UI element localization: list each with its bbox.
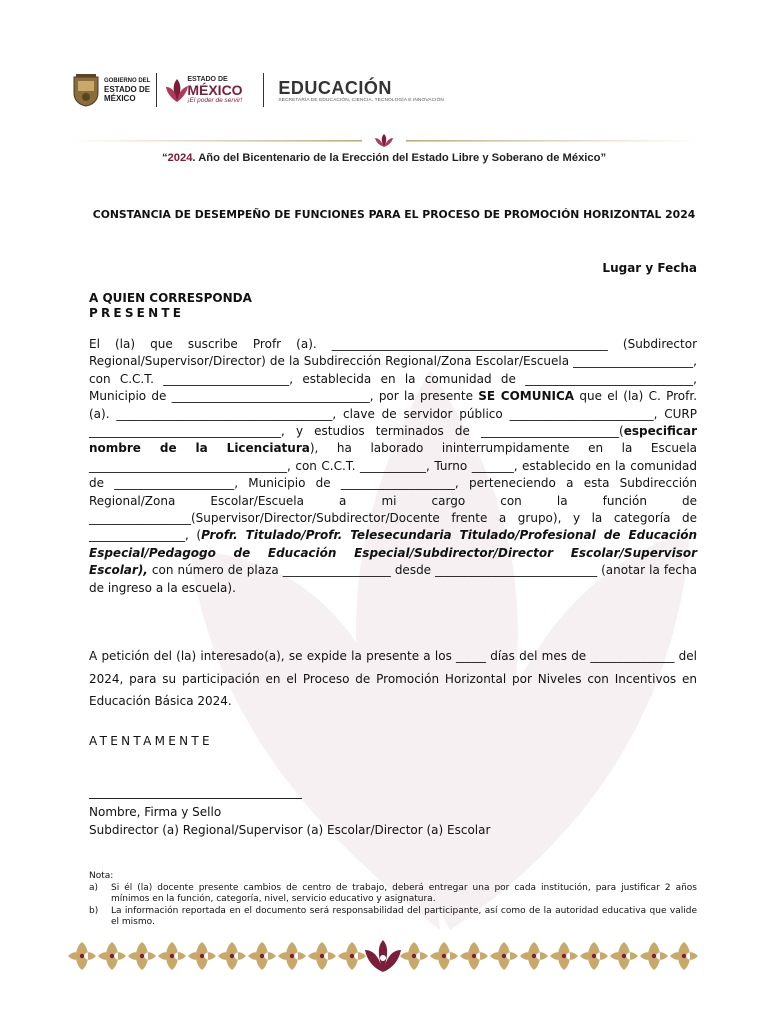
petition-paragraph: A petición del (la) interesado(a), se expide la presente a los _____ días del mes de ______________ del 2024, para su participación en el Proceso de Promoción Horizontal por Niveles con Incentivos en Educación Básica 2024. — [89, 649, 697, 708]
note-text: La información reportada en el documento será responsabilidad del participante, así como de la autoridad educativa que valide el mismo. — [111, 905, 697, 927]
document-title: CONSTANCIA DE DESEMPEÑO DE FUNCIONES PARA EL PROCESO DE PROMOCIÓN HORIZONTAL 2024 — [92, 208, 696, 221]
ornament-dot — [80, 954, 84, 958]
edomex-slogan: ¡El poder de servir! — [187, 97, 243, 104]
ornament-dot — [290, 954, 294, 958]
notes-title: Nota: — [89, 871, 114, 881]
ornament-dot — [592, 954, 596, 958]
note-item — [89, 906, 697, 929]
body-se-comunica: SE COMUNICA — [478, 389, 575, 404]
ornament-divider — [66, 133, 702, 149]
ornament-dot — [350, 954, 354, 958]
closing-atentamente: ATENTAMENTE — [89, 734, 213, 748]
ornament-dot — [110, 954, 114, 958]
ornament-dot — [622, 954, 626, 958]
certificate-body — [89, 336, 697, 597]
ornament-dot — [200, 954, 204, 958]
ornament-dot — [562, 954, 566, 958]
ornament-dot — [442, 954, 446, 958]
note-text: Si él (la) docente presente cambios de centro de trabajo, deberá entregar una por cada institución, para justificar 2 años mínimos en la función, categoría, nivel, servicio educativo y asignatura. — [111, 882, 697, 904]
body-part2: que el (la) C. Profr. (a). ____________________________________, clave de servidor público ________________________, CURP ________________________________, y estudios terminados de _______________________( — [89, 389, 698, 439]
body-categories: Profr. Titulado/Profr. Telesecundaria Titulado/Profesional de Educación Especial/Pedagogo de Educación Especial/Subdirector/Director Escolar/Supervisor Escolar), — [89, 528, 698, 578]
body-part1: El (la) que suscribe Profr (a). ______________________________________________ (Subdirector Regional/Supervisor/Director) de la Subdirección Regional/Zona Escolar/Escuela ____________________, con C.C.T. _____________________, establecida en la comunidad de ____________________________, Municipio de _________________________________, por la presente — [89, 337, 697, 404]
ornament-dot — [472, 954, 476, 958]
education-title: EDUCACIÓN — [278, 77, 392, 98]
ornament-dot — [230, 954, 234, 958]
recipient-line2: PRESENTE — [89, 306, 185, 320]
gobierno-line3: MÉXICO — [104, 93, 136, 103]
ornament-dot — [682, 954, 686, 958]
ornament-dot — [260, 954, 264, 958]
year-highlight: 2024 — [167, 152, 193, 164]
header-divider-2 — [263, 73, 264, 107]
signature-line — [89, 798, 302, 799]
ornament-dot — [502, 954, 506, 958]
recipient-block — [89, 291, 252, 321]
state-seal-icon — [72, 73, 100, 107]
edomex-flower-icon — [165, 78, 189, 104]
signature-line2: Subdirector (a) Regional/Supervisor (a) Escolar/Director (a) Escolar — [89, 823, 491, 837]
government-name — [104, 78, 150, 103]
footer-ornament-band — [68, 938, 698, 974]
ornament-dot — [412, 954, 416, 958]
ornament-dot — [320, 954, 324, 958]
gobierno-line1: GOBIERNO DEL — [104, 77, 151, 84]
header-divider — [156, 73, 157, 107]
note-label: b) — [89, 905, 99, 916]
body-licenciatura: especificar nombre de la Licenciatura — [89, 424, 697, 456]
year-open-quote: “ — [161, 152, 168, 164]
signature-line1: Nombre, Firma y Sello — [89, 805, 222, 819]
notes-section — [89, 871, 697, 929]
body-part4: con número de plaza __________________ desde ___________________________ (anotar la fecha de ingreso a la escuela). — [89, 563, 697, 595]
education-logo — [278, 78, 444, 103]
education-subtitle: SECRETARÍA DE EDUCACIÓN, CIENCIA, TECNOLOGÍA E INNOVACIÓN — [278, 97, 444, 103]
body-part3: ), ha laborado ininterrumpidamente en la Escuela _________________________________, con C.C.T. ___________, Turno _______, establecido en la comunidad de ____________________, Municipio de ___________________, perteneciendo a esta Subdirección Regional/Zona Escolar/Escuela a mi cargo con la función de _________________(Supervisor/Director/Subdirector/Docente frente a grupo), y la categoría de ________________, ( — [89, 441, 698, 543]
edomex-big: MÉXICO — [187, 82, 243, 98]
year-motto-text: . Año del Bicentenario de la Erección del Estado Libre y Soberano de México” — [192, 152, 607, 164]
ornament-dot — [652, 954, 656, 958]
ornament-dot — [532, 954, 536, 958]
note-label: a) — [89, 882, 99, 893]
ornament-dot — [170, 954, 174, 958]
signature-block — [89, 803, 490, 839]
ornament-dot — [140, 954, 144, 958]
edomex-logo — [165, 76, 257, 104]
gobierno-line2: ESTADO DE — [104, 84, 151, 94]
place-and-date: Lugar y Fecha — [602, 261, 697, 275]
header-logos — [72, 70, 444, 110]
recipient-line1: A QUIEN CORRESPONDA — [89, 291, 252, 305]
note-item — [89, 883, 697, 906]
edomex-small: ESTADO DE — [187, 76, 228, 83]
year-motto — [0, 152, 768, 164]
